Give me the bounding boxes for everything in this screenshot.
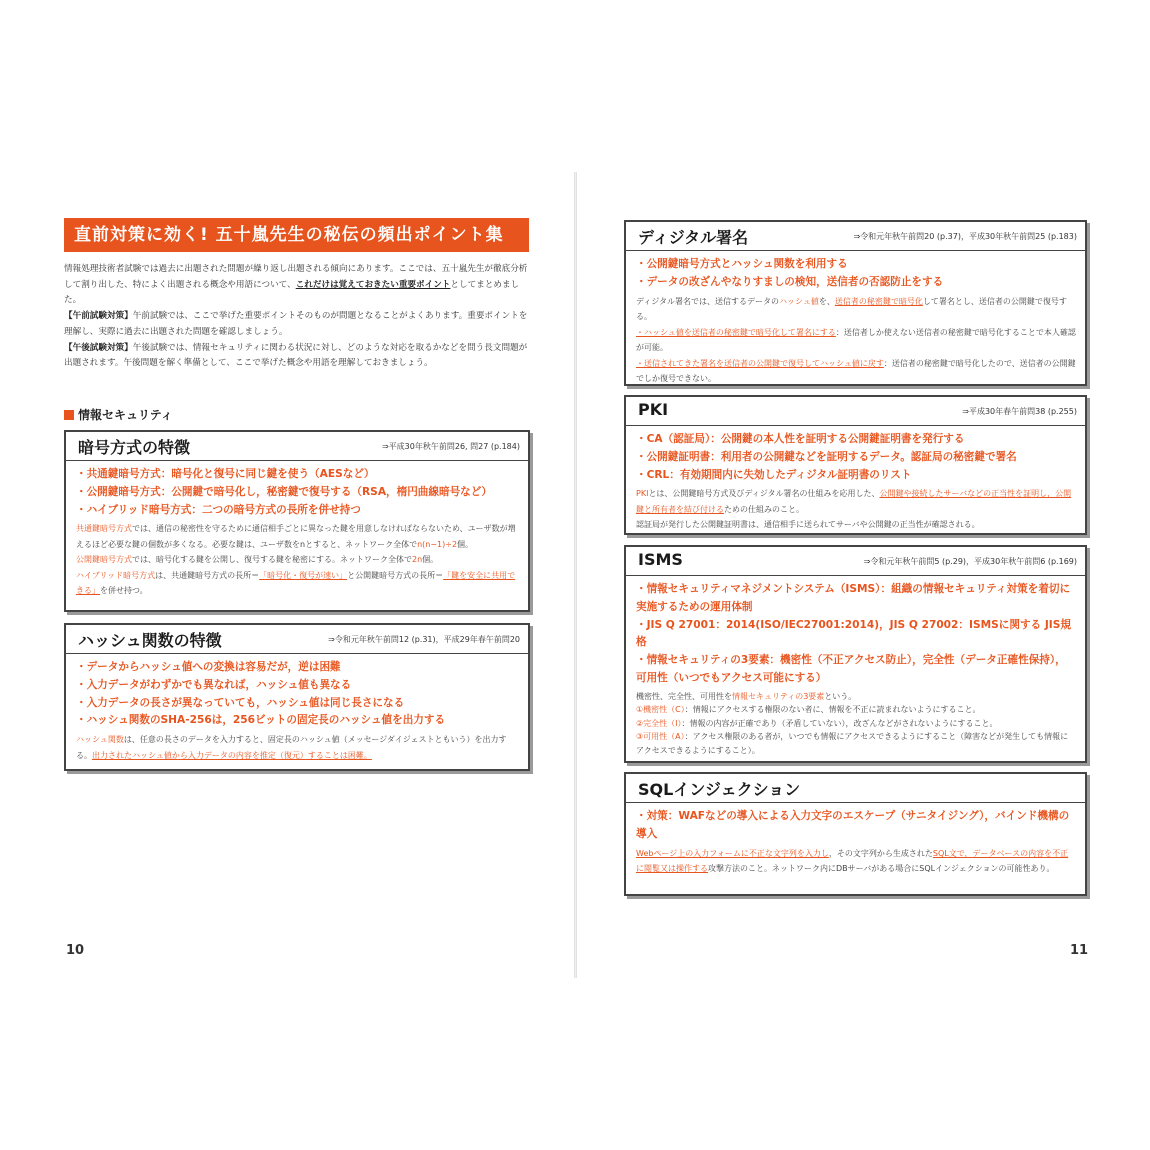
digsig-d1-hl2: 送信者の秘密鍵で暗号化 bbox=[834, 296, 923, 306]
isms-box bbox=[624, 545, 1087, 763]
hash-d1-hl: ハッシュ関数 bbox=[76, 735, 124, 745]
digsig-box-header bbox=[626, 222, 1085, 251]
digsig-d2-text: ：送信者しか使えない送信者の秘密鍵で暗号化することで本人確認が可能。 bbox=[636, 327, 1076, 353]
orange-square-icon bbox=[64, 410, 74, 420]
banner-title: 直前対策に効く! 五十嵐先生の秘伝の頻出ポイント集 bbox=[64, 218, 529, 252]
sqli-box-header bbox=[626, 774, 1085, 803]
isms-d2-hl: ②完全性（I） bbox=[636, 718, 682, 728]
hash-box-header bbox=[66, 625, 528, 654]
section-heading-text: 情報セキュリティ bbox=[78, 408, 173, 422]
crypto-box bbox=[64, 430, 530, 612]
crypto-d2-formula: 2n bbox=[412, 555, 423, 565]
intro-para1-b: としてまとめました。 bbox=[64, 279, 520, 306]
crypto-point: ・共通鍵暗号方式：暗号化と復号に同じ鍵を使う（AESなど） bbox=[76, 468, 375, 480]
hash-point: ・データからハッシュ値への変換は容易だが，逆は困難 bbox=[76, 661, 341, 673]
isms-point: ・情報セキュリティマネジメントシステム（ISMS）：組織の情報セキュリティ対策を着切に実施するための運用体制 bbox=[636, 583, 1071, 613]
isms-d0-hl: 情報セキュリティの3要素 bbox=[732, 691, 825, 701]
digsig-d1-a: ディジタル署名では、送信するデータの bbox=[636, 296, 780, 306]
pki-point: ・公開鍵証明書：利用者の公開鍵などを証明するデータ。認証局の秘密鍵で署名 bbox=[636, 450, 1017, 463]
intro-para1-a: 情報処理技術者試験では過去に出題された問題が繰り返し出題される傾向にあります。ここでは、五十嵐先生が徹底分析して割り出した、特によく出題される概念や用語について、 bbox=[64, 264, 528, 290]
page-number-right: 11 bbox=[1070, 943, 1089, 958]
digsig-d1-c: して署名とし、送信者の公開鍵で復号する。 bbox=[636, 296, 1067, 322]
crypto-d3-hl: ハイブリッド暗号方式 bbox=[76, 570, 156, 580]
crypto-box-header bbox=[66, 432, 528, 461]
isms-d3-hl: ③可用性（A） bbox=[636, 732, 685, 742]
digsig-d3-text: ：送信者の秘密鍵で暗号化したので、送信者の公開鍵でしか復号できない。 bbox=[636, 358, 1076, 384]
hash-box-ref: ⇒令和元年秋午前問12 (p.31)，平成29年春午前問20 bbox=[328, 635, 520, 644]
hash-box-title: ハッシュ関数の特徴 bbox=[78, 631, 222, 650]
crypto-d1-end: 個。 bbox=[457, 539, 474, 549]
isms-box-ref: ⇒令和元年秋午前問5 (p.29)，平成30年秋午前問6 (p.169) bbox=[863, 557, 1077, 566]
isms-d0-b: という。 bbox=[824, 691, 857, 701]
sqli-point: ・対策：WAFなどの導入による入力文字のエスケープ（サニタイジング），バインド機構の導入 bbox=[636, 810, 1070, 840]
intro-para1-underline: これだけは覚えておきたい重要ポイント bbox=[295, 279, 451, 290]
intro-para2-label: 【午前試験対策】 bbox=[64, 311, 133, 322]
digsig-box-title: ディジタル署名 bbox=[638, 228, 749, 247]
sqli-d1-b: 攻撃方法のこと。ネットワーク内にDBサーバがある場合にSQLインジェクションの可能性あり。 bbox=[708, 864, 1055, 874]
crypto-d1-formula: n(n−1)÷2 bbox=[417, 539, 458, 549]
pki-d2: 認証局が発行した公開鍵証明書は、通信相手に送られてサーバや公開鍵の正当性が確認される。 bbox=[636, 520, 980, 530]
digsig-description bbox=[636, 294, 1076, 387]
isms-d1-text: ：情報にアクセスする権限のない者に、情報を不正に読まれないようにすること。 bbox=[684, 705, 981, 715]
intro-para3-label: 【午後試験対策】 bbox=[64, 342, 133, 353]
intro-text bbox=[64, 262, 530, 372]
crypto-point: ・公開鍵暗号方式：公開鍵で暗号化し，秘密鍵で復号する（RSA，楕円曲線暗号など） bbox=[76, 485, 492, 498]
pki-box-ref: ⇒平成30年春午前問38 (p.255) bbox=[962, 407, 1077, 416]
digsig-point: ・データの改ざんやなりすましの検知，送信者の否認防止をする bbox=[636, 275, 944, 288]
crypto-d3-q2: 「鍵を安全に共用できる」 bbox=[76, 570, 516, 596]
pki-d1-hl: PKI bbox=[636, 489, 649, 499]
intro-para3-text: 午後試験では、情報セキュリティに関わる状況に対し、どのような対応を取るかなどを問う長文問題が出題されます。午後問題を解く準備として、ここで挙げた概念や用語を理解しておきましょう。 bbox=[64, 342, 528, 369]
digsig-box-ref: ⇒令和元年秋午前問20 (p.37)，平成30年秋午前問25 (p.183) bbox=[853, 232, 1077, 241]
crypto-box-ref: ⇒平成30年秋午前問26, 問27 (p.184) bbox=[381, 442, 520, 451]
hash-point: ・入力データがわずかでも異なれば，ハッシュ値も異なる bbox=[76, 678, 352, 691]
crypto-d3-q1: 「暗号化・復号が速い」 bbox=[259, 570, 348, 580]
crypto-d2-text: では、暗号化する鍵を公開し、復号する鍵を秘密にする。ネットワーク全体で bbox=[132, 555, 412, 565]
crypto-d3-mid: と公開鍵暗号方式の長所＝ bbox=[347, 570, 444, 580]
sqli-description bbox=[636, 846, 1076, 877]
digital-signature-box bbox=[624, 220, 1087, 386]
crypto-point: ・ハイブリッド暗号方式：二つの暗号方式の長所を併せ持つ bbox=[76, 503, 361, 516]
crypto-box-title: 暗号方式の特徴 bbox=[78, 438, 191, 457]
sqli-d1-a: ，その文字列から生成された bbox=[828, 848, 933, 858]
sqli-box-title: SQLインジェクション bbox=[638, 780, 801, 799]
hash-box bbox=[64, 623, 530, 771]
pki-d1-text: とは、公開鍵暗号方式及びディジタル署名の仕組みを応用した、 bbox=[648, 489, 880, 499]
crypto-d1-hl: 共通鍵暗号方式 bbox=[76, 524, 132, 534]
pki-point: ・CA（認証局）：公開鍵の本人性を証明する公開鍵証明書を発行する bbox=[636, 433, 965, 445]
isms-box-header bbox=[626, 547, 1085, 576]
crypto-d1-text: では、通信の秘密性を守るために通信相手ごとに異なった鍵を用意しなければならないため、ユーザ数が増えるほど必要な鍵の個数が多くなる。必要な鍵は、ユーザ数をnとすると、ネットワーク全体で bbox=[76, 524, 516, 549]
crypto-d2-hl: 公開鍵暗号方式 bbox=[76, 555, 132, 565]
isms-point: ・JIS Q 27001：2014(ISO/IEC27001:2014)，JIS Q 27002：ISMSに関する JIS規格 bbox=[636, 618, 1071, 649]
isms-d2-text: ：情報の内容が正確であり（矛盾していない），改ざんなどがされないようにすること。 bbox=[681, 718, 998, 728]
digsig-d3-hl: ・送信されてきた署名を送信者の公開鍵で復号してハッシュ値に戻す bbox=[636, 358, 884, 368]
pki-box-header bbox=[626, 397, 1085, 426]
isms-d1-hl: ①機密性（C） bbox=[636, 705, 685, 715]
page-number-left: 10 bbox=[66, 943, 85, 958]
sqli-d1-hl2: SQL文で，データベースの内容を不正に閲覧又は操作する bbox=[636, 848, 1069, 874]
pki-description bbox=[636, 486, 1076, 533]
intro-para2-text: 午前試験では、ここで挙げた重要ポイントそのものが問題となることがよくあります。重要ポイントを理解し、実際に過去に出題された問題を確認しましょう。 bbox=[64, 311, 528, 337]
sqli-box bbox=[624, 772, 1087, 896]
hash-d1-hl2: 出力されたハッシュ値から入力データの内容を推定（復元）することは困難。 bbox=[92, 750, 372, 760]
pki-box-title: PKI bbox=[638, 400, 669, 419]
crypto-d2-end: 個。 bbox=[422, 555, 439, 565]
sqli-d1-hl: Webページ上の入力フォームに不正な文字列を入力し bbox=[636, 848, 829, 858]
hash-point: ・入力データの長さが異なっていても，ハッシュ値は同じ長さになる bbox=[76, 696, 405, 709]
digsig-point: ・公開鍵暗号方式とハッシュ関数を利用する bbox=[636, 258, 848, 270]
isms-box-title: ISMS bbox=[638, 550, 683, 569]
crypto-d3-end: を併せ持つ。 bbox=[100, 586, 148, 596]
crypto-description bbox=[76, 521, 519, 599]
isms-d3-text: ：アクセス権限のある者が，いつでも情報にアクセスできるようにすること（障害などが発生しても情報にアクセスできるようにすること）。 bbox=[636, 732, 1069, 755]
digsig-d2-hl: ・ハッシュ値を送信者の秘密鍵で暗号化して署名にする bbox=[636, 327, 836, 337]
crypto-d3-text: は、共通鍵暗号方式の長所＝ bbox=[155, 570, 260, 580]
isms-point: ・情報セキュリティの3要素：機密性（不正アクセス防止），完全性（データ正確性保持），可用性（いつでもアクセス可能にする） bbox=[636, 654, 1066, 684]
pki-box bbox=[624, 395, 1087, 535]
pki-d1-end: ための仕組みのこと。 bbox=[724, 504, 804, 514]
pki-point: ・CRL：有効期間内に失効したディジタル証明書のリスト bbox=[636, 468, 912, 481]
isms-description bbox=[636, 690, 1076, 758]
digsig-d1-b: を、 bbox=[818, 296, 835, 306]
hash-point: ・ハッシュ関数のSHA-256は，256ビットの固定長のハッシュ値を出力する bbox=[76, 714, 446, 727]
pki-d1-hl2: 公開鍵や接続したサーバなどの正当性を証明し，公開鍵と所有者を結び付ける bbox=[636, 489, 1072, 514]
hash-description bbox=[76, 732, 519, 763]
hash-d1-text: は、任意の長さのデータを入力すると、固定長のハッシュ値（メッセージダイジェストともいう）を出力する。 bbox=[76, 735, 507, 760]
isms-d0-a: 機密性、完全性、可用性を bbox=[636, 691, 732, 701]
digsig-d1-hl: ハッシュ値 bbox=[779, 296, 819, 306]
section-heading bbox=[64, 406, 173, 423]
